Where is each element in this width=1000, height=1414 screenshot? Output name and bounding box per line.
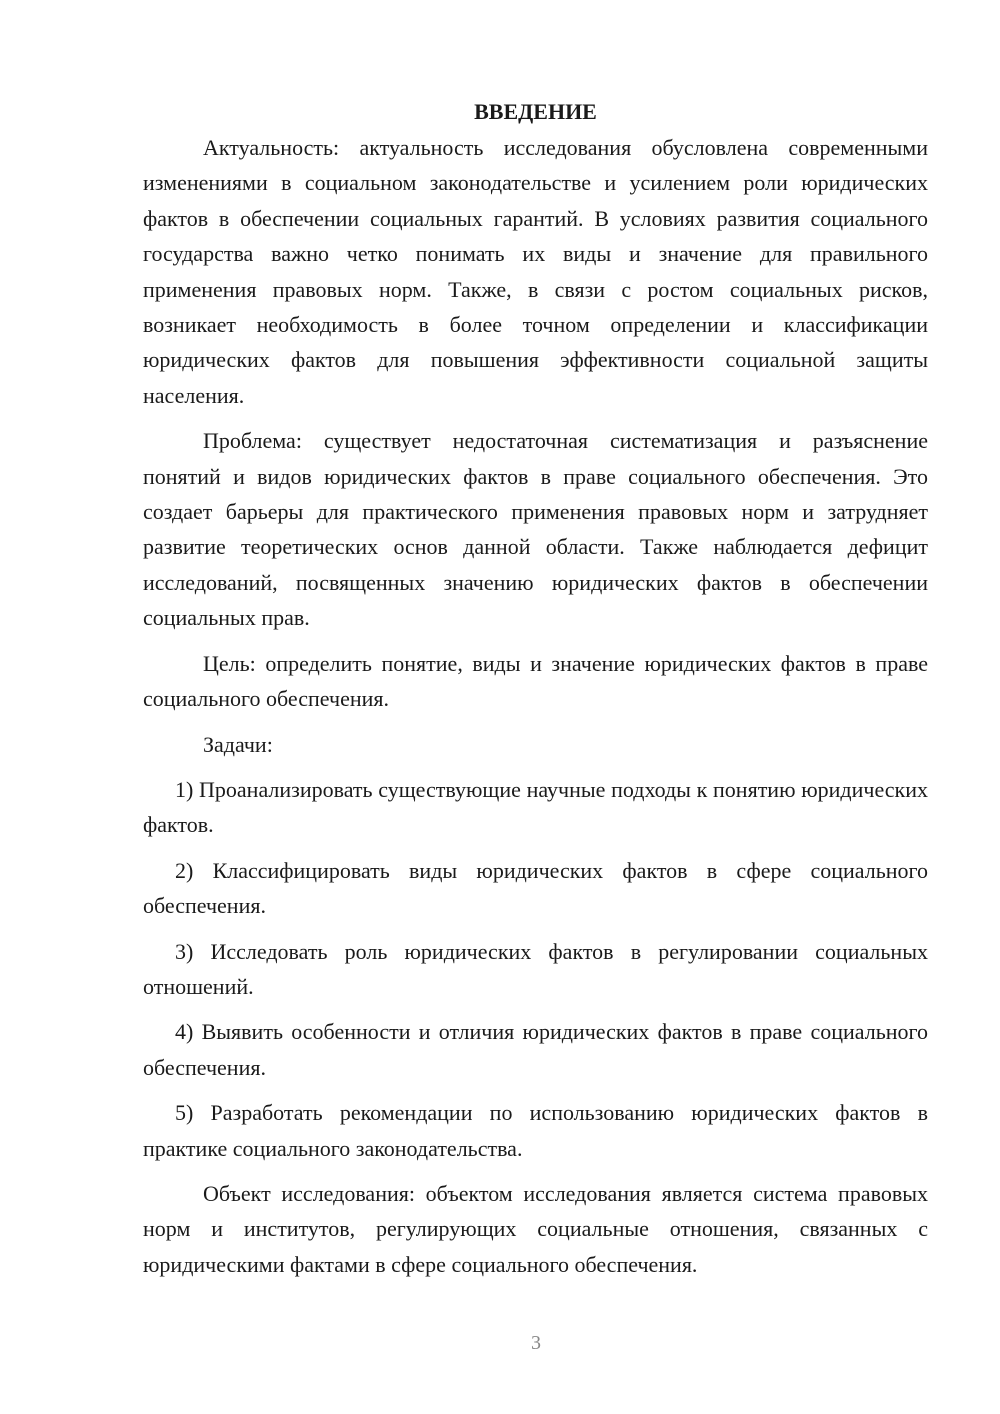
task-item-2: 2) Классифицировать виды юридических фактов в сфере социального обеспечения. (143, 857, 928, 919)
tasks-heading: Задачи: (203, 731, 273, 757)
object-paragraph: Объект исследования: объектом исследования является система правовых норм и институтов, регулирующих социальные отношения, связанных с юридическими фактами в сфере социального обеспечения. (143, 1180, 928, 1277)
task-item-5: 5) Разработать рекомендации по использованию юридических фактов в практике социального законодательства. (143, 1100, 928, 1161)
task-item-4: 4) Выявить особенности и отличия юридических фактов в праве социального обеспечения. (143, 1019, 928, 1080)
page-number: 3 (531, 1332, 541, 1354)
page-body (143, 94, 928, 1282)
goal-paragraph: Цель: определить понятие, виды и значение юридических фактов в праве социального обеспечения. (143, 650, 928, 712)
task-item-1: 1) Проанализировать существующие научные подходы к понятию юридических фактов. (143, 776, 928, 838)
relevance-paragraph: Актуальность: актуальность исследования обусловлена современными изменениями в социальном законодательстве и усилением роли юридических фактов в обеспечении социальных гарантий. В условиях развития социального государства важно четко понимать их виды и значение для правильного применения правовых норм. Также, в связи с ростом социальных рисков, возникает необходимость в более точном определении и классификации юридических фактов для повышения эффективности социальной защиты населения. (143, 135, 928, 408)
page-title: ВВЕДЕНИЕ (474, 99, 597, 124)
problem-paragraph: Проблема: существует недостаточная систематизация и разъяснение понятий и видов юридических фактов в праве социального обеспечения. Это создает барьеры для практического применения правовых норм и затрудняет развитие теоретических основ данной области. Также наблюдается дефицит исследований, посвященных значению юридических фактов в обеспечении социальных прав. (143, 428, 928, 631)
task-item-3: 3) Исследовать роль юридических фактов в регулировании социальных отношений. (143, 938, 928, 999)
